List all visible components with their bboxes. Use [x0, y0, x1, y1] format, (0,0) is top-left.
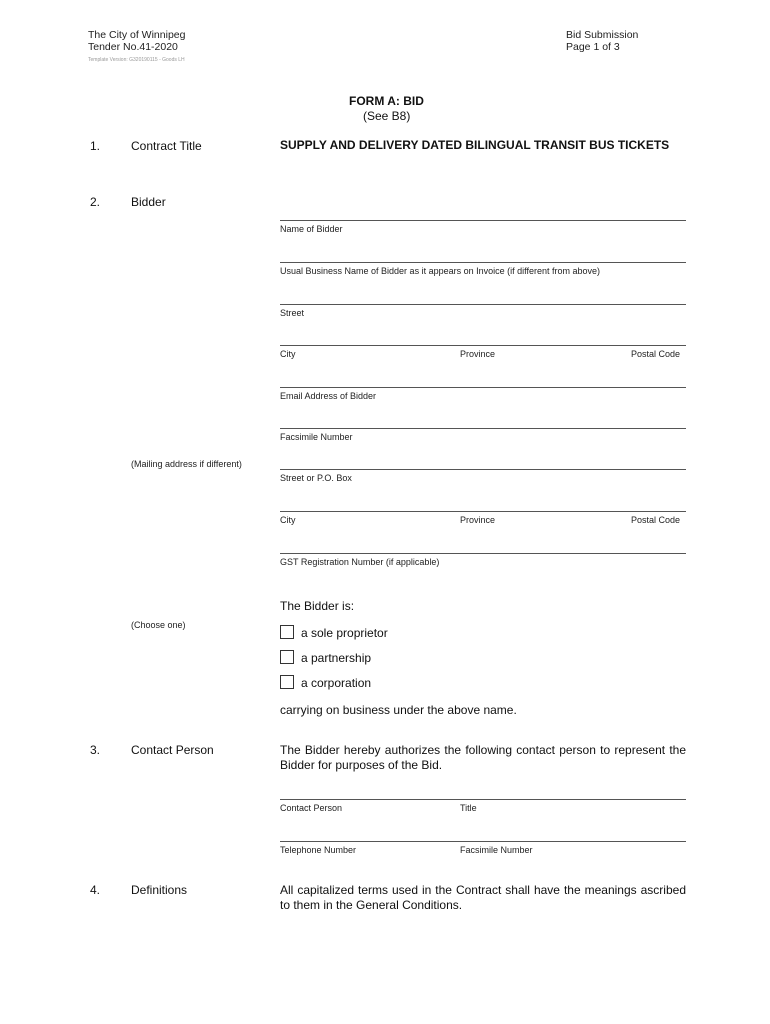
mailing-province-caption: Province: [460, 515, 496, 525]
definitions-text: All capitalized terms used in the Contract shall have the meanings ascribed to them in the General Conditions.: [280, 883, 686, 912]
mailing-postal-code-caption: Postal Code: [631, 515, 681, 525]
contact-person-line[interactable]: [280, 799, 686, 800]
bidder-is-label: The Bidder is:: [280, 599, 355, 613]
form-title: FORM A: BID: [349, 94, 424, 108]
city-province-postal-line[interactable]: [280, 345, 686, 346]
city-caption: City: [280, 349, 296, 359]
corporation-label: a corporation: [301, 676, 372, 690]
section-2-number: 2.: [90, 195, 101, 209]
section-1-number: 1.: [90, 139, 101, 153]
postal-code-caption: Postal Code: [631, 349, 681, 359]
header-city: The City of Winnipeg: [88, 29, 186, 41]
form-subtitle: (See B8): [363, 109, 411, 123]
section-4-label: Definitions: [131, 883, 188, 897]
partnership-label: a partnership: [301, 651, 372, 665]
choose-one-note: (Choose one): [131, 620, 186, 630]
sole-proprietor-checkbox[interactable]: [280, 625, 294, 639]
mailing-city-caption: City: [280, 515, 296, 525]
email-line[interactable]: [280, 387, 686, 388]
name-of-bidder-line[interactable]: [280, 220, 686, 221]
contact-person-caption: Contact Person: [280, 803, 343, 813]
telephone-line[interactable]: [280, 841, 686, 842]
sole-proprietor-label: a sole proprietor: [301, 626, 388, 640]
gst-line[interactable]: [280, 553, 686, 554]
contact-facsimile-caption: Facsimile Number: [460, 845, 533, 855]
telephone-caption: Telephone Number: [280, 845, 357, 855]
gst-caption: GST Registration Number (if applicable): [280, 557, 440, 567]
header-page-number: Page 1 of 3: [566, 41, 620, 53]
partnership-checkbox[interactable]: [280, 650, 294, 664]
mailing-street-line[interactable]: [280, 469, 686, 470]
contact-authorization-text: The Bidder hereby authorizes the following contact person to represent the Bidder for purposes of the Bid.: [280, 743, 686, 772]
street-caption: Street: [280, 308, 305, 318]
name-of-bidder-caption: Name of Bidder: [280, 224, 343, 234]
header-bid-submission: Bid Submission: [566, 29, 639, 41]
email-caption: Email Address of Bidder: [280, 391, 377, 401]
section-3-label: Contact Person: [131, 743, 214, 757]
street-line[interactable]: [280, 304, 686, 305]
header-template-version: Template Version: G320190115 - Goods LH: [88, 57, 185, 63]
mailing-city-province-postal-line[interactable]: [280, 511, 686, 512]
section-2-label: Bidder: [131, 195, 166, 209]
section-4-number: 4.: [90, 883, 101, 897]
facsimile-line[interactable]: [280, 428, 686, 429]
contact-title-caption: Title: [460, 803, 477, 813]
province-caption: Province: [460, 349, 496, 359]
header-tender-number: Tender No.41-2020: [88, 41, 178, 53]
section-1-label: Contract Title: [131, 139, 202, 153]
corporation-checkbox[interactable]: [280, 675, 294, 689]
usual-business-name-line[interactable]: [280, 262, 686, 263]
carrying-on-business-text: carrying on business under the above name.: [280, 703, 517, 717]
mailing-street-caption: Street or P.O. Box: [280, 473, 352, 483]
usual-business-name-caption: Usual Business Name of Bidder as it appears on Invoice (if different from above): [280, 266, 600, 276]
facsimile-caption: Facsimile Number: [280, 432, 353, 442]
contract-title-value: SUPPLY AND DELIVERY DATED BILINGUAL TRANSIT BUS TICKETS: [280, 138, 670, 152]
mailing-address-note: (Mailing address if different): [131, 459, 242, 469]
section-3-number: 3.: [90, 743, 101, 757]
